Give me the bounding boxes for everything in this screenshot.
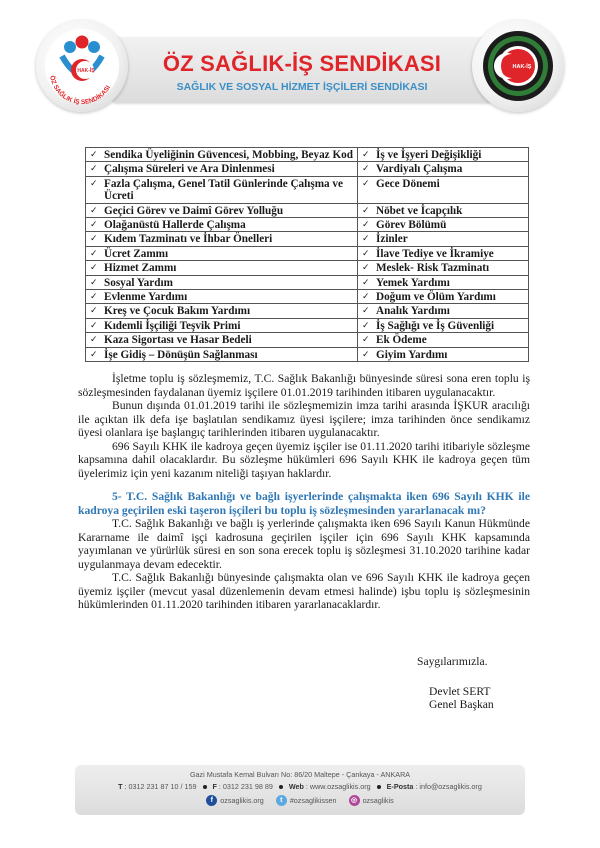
check-icon: ✓ xyxy=(90,306,98,317)
check-icon: ✓ xyxy=(362,292,370,303)
svg-text:HAK-İŞ: HAK-İŞ xyxy=(512,64,532,70)
social-links xyxy=(75,795,525,806)
email-link[interactable]: info@ozsaglikis.org xyxy=(419,782,482,791)
check-icon: ✓ xyxy=(362,263,370,274)
check-icon: ✓ xyxy=(362,248,370,259)
footer-address: Gazi Mustafa Kemal Bulvarı No: 86/20 Maltepe - Çankaya - ANKARA xyxy=(189,770,411,779)
hak-is-gear-logo-icon xyxy=(472,20,564,112)
table-cell: ✓ Doğum ve Ölüm Yardımı xyxy=(358,290,529,304)
check-icon: ✓ xyxy=(90,205,98,216)
table-row xyxy=(86,246,529,260)
bullet-icon xyxy=(279,785,283,789)
check-icon: ✓ xyxy=(90,164,98,175)
twitter-link[interactable]: t #ozsaglikissen xyxy=(276,795,337,806)
check-icon: ✓ xyxy=(362,205,370,216)
check-icon: ✓ xyxy=(362,164,370,175)
table-cell: ✓ Sendika Üyeliğinin Güvencesi, Mobbing, Beyaz Kod xyxy=(86,148,358,162)
signatory-name: Devlet SERT xyxy=(429,685,491,698)
table-row xyxy=(86,176,529,203)
table-row xyxy=(86,333,529,347)
check-icon: ✓ xyxy=(90,234,98,245)
table-cell: ✓ Yemek Yardımı xyxy=(358,275,529,289)
table-row xyxy=(86,203,529,217)
table-row xyxy=(86,290,529,304)
table-cell: ✓ Çalışma Süreleri ve Ara Dinlenmesi xyxy=(86,162,358,176)
table-cell: ✓ Ek Ödeme xyxy=(358,333,529,347)
table-row xyxy=(86,304,529,318)
paragraph: Bunun dışında 01.01.2019 tarihi ile sözleşmemizin imza tarihi arasında İŞKUR aracılığı ile açıktan ilk defa işe başlatılan sendikamız üyesi işçilere; imza tarihinden önce sendikamız üyesi olanlara işe başlangıç tarihlerinden itibaren uygulanacaktır. xyxy=(78,399,530,439)
twitter-icon: t xyxy=(276,795,287,806)
table-cell: ✓ Ücret Zammı xyxy=(86,246,358,260)
check-icon: ✓ xyxy=(90,178,98,189)
union-name: ÖZ SAĞLIK-İŞ SENDİKASI xyxy=(162,51,442,76)
letterhead-footer xyxy=(75,765,525,815)
table-cell: ✓ Giyim Yardımı xyxy=(358,347,529,361)
paragraph: T.C. Sağlık Bakanlığı bünyesinde çalışmakta olan ve 696 Sayılı KHK ile kadroya geçen üyemiz işçiler (mevcut yasal düzenlemenin devam etmesi halinde) işbu toplu iş sözleşmesinin hükümlerinden 01.11.2020 tarihinden itibaren yararlanacaklardır. xyxy=(78,571,530,611)
svg-text:HAK-İŞ: HAK-İŞ xyxy=(77,68,95,74)
check-icon: ✓ xyxy=(90,248,98,259)
paragraph: İşletme toplu iş sözleşmemiz, T.C. Sağlık Bakanlığı bünyesinde süresi sona eren toplu iş sözleşmesinden faydalanan üyemiz işçilere 01.01.2019 tarihinden itibaren uygulanacaktır. xyxy=(78,372,530,399)
table-cell: ✓ Sosyal Yardım xyxy=(86,275,358,289)
table-cell: ✓ Görev Bölümü xyxy=(358,218,529,232)
table-row xyxy=(86,232,529,246)
table-row xyxy=(86,148,529,162)
website-link[interactable]: www.ozsaglikis.org xyxy=(309,782,371,791)
check-icon: ✓ xyxy=(90,335,98,346)
table-cell: ✓ Fazla Çalışma, Genel Tatil Günlerinde Çalışma ve Ücreti xyxy=(86,176,358,203)
check-icon: ✓ xyxy=(362,220,370,231)
contract-topics-table xyxy=(85,147,529,362)
facebook-icon: f xyxy=(206,795,217,806)
table-cell: ✓ Gece Dönemi xyxy=(358,176,529,203)
svg-text:ÖZ SAĞLIK İŞ SENDİKASI: ÖZ SAĞLIK İŞ SENDİKASI xyxy=(48,74,112,107)
union-subtitle: SAĞLIK VE SOSYAL HİZMET İŞÇİLERİ SENDİKASI xyxy=(176,81,428,93)
check-icon: ✓ xyxy=(362,320,370,331)
phone-number: 0312 231 87 10 / 159 xyxy=(128,782,197,791)
check-icon: ✓ xyxy=(90,277,98,288)
fax-number: 0312 231 98 89 xyxy=(222,782,273,791)
table-row xyxy=(86,275,529,289)
paragraph: 696 Sayılı KHK ile kadroya geçen üyemiz işçiler ise 01.11.2020 tarihi itibariyle sözleşme kapsamına dahil olacaklardır. Bu sözleşme hükümleri 696 Sayılı KHK ile kadroya geçen tüm üyelerimiz için yeni kazanım niteliği taşıyan haklardır. xyxy=(78,439,530,480)
table-cell: ✓ Vardiyalı Çalışma xyxy=(358,162,529,176)
check-icon: ✓ xyxy=(362,150,370,160)
table-row xyxy=(86,162,529,176)
closing-greeting: Saygılarımızla. xyxy=(417,655,488,668)
table-cell: ✓ Kıdem Tazminatı ve İhbar Önelleri xyxy=(86,232,358,246)
check-icon: ✓ xyxy=(362,277,370,288)
check-icon: ✓ xyxy=(90,349,98,360)
oz-saglik-is-logo-icon xyxy=(36,20,128,112)
instagram-link[interactable]: ◎ ozsaglikis xyxy=(349,795,394,806)
table-cell: ✓ Kreş ve Çocuk Bakım Yardımı xyxy=(86,304,358,318)
check-icon: ✓ xyxy=(362,306,370,317)
table-cell: ✓ Geçici Görev ve Daimî Görev Yolluğu xyxy=(86,203,358,217)
signature-block xyxy=(429,685,494,711)
table-row xyxy=(86,261,529,275)
letterhead-banner xyxy=(112,37,492,103)
check-icon: ✓ xyxy=(90,150,98,160)
question-heading: 5- T.C. Sağlık Bakanlığı ve bağlı işyerlerinde çalışmakta iken 696 Sayılı KHK ile kadroya geçirilen eski taşeron işçileri bu toplu iş sözleşmesinden yararlanacak mı? xyxy=(78,490,530,517)
table-cell: ✓ Evlenme Yardımı xyxy=(86,290,358,304)
paragraph: T.C. Sağlık Bakanlığı ve bağlı iş yerlerinde çalışmakta iken 696 Sayılı Kanun Hükmünde Kararname ile daimî işçi kadrosuna geçirilen işçiler için 696 Sayılı KHK kapsamında yayımlanan ve yürürlük süresi en son sona erecek toplu iş sözleşmesi 31.10.2020 tarihine kadar uygulanmaya devam edecektir. xyxy=(78,517,530,571)
check-icon: ✓ xyxy=(362,178,370,189)
facebook-link[interactable]: f ozsaglikis.org xyxy=(206,795,264,806)
check-icon: ✓ xyxy=(90,263,98,274)
letter-body xyxy=(78,372,530,612)
table-cell: ✓ İşe Gidiş – Dönüşün Sağlanması xyxy=(86,347,358,361)
bullet-icon xyxy=(203,785,207,789)
table-cell: ✓ İzinler xyxy=(358,232,529,246)
table-cell: ✓ Analık Yardımı xyxy=(358,304,529,318)
table-cell: ✓ İlave Tediye ve İkramiye xyxy=(358,246,529,260)
table-row xyxy=(86,318,529,332)
check-icon: ✓ xyxy=(90,320,98,331)
check-icon: ✓ xyxy=(362,234,370,245)
check-icon: ✓ xyxy=(362,335,370,346)
table-cell: ✓ Meslek- Risk Tazminatı xyxy=(358,261,529,275)
instagram-icon: ◎ xyxy=(349,795,360,806)
table-cell: ✓ İş ve İşyeri Değişikliği xyxy=(358,148,529,162)
table-cell: ✓ Olağanüstü Hallerde Çalışma xyxy=(86,218,358,232)
footer-contact: T : 0312 231 87 10 / 159 F : 0312 231 98 89 Web : www.ozsaglikis.org E-Posta : info@ozsaglikis.org xyxy=(118,782,482,791)
check-icon: ✓ xyxy=(90,292,98,303)
table-cell: ✓ Kıdemli İşçiliği Teşvik Primi xyxy=(86,318,358,332)
table-cell: ✓ İş Sağlığı ve İş Güvenliği xyxy=(358,318,529,332)
table-cell: ✓ Kaza Sigortası ve Hasar Bedeli xyxy=(86,333,358,347)
table-cell: ✓ Hizmet Zammı xyxy=(86,261,358,275)
check-icon: ✓ xyxy=(90,220,98,231)
table-cell: ✓ Nöbet ve İcapçılık xyxy=(358,203,529,217)
table-row xyxy=(86,347,529,361)
signatory-title: Genel Başkan xyxy=(429,698,494,711)
bullet-icon xyxy=(377,785,381,789)
table-row xyxy=(86,218,529,232)
letterhead xyxy=(0,0,600,130)
check-icon: ✓ xyxy=(362,349,370,360)
